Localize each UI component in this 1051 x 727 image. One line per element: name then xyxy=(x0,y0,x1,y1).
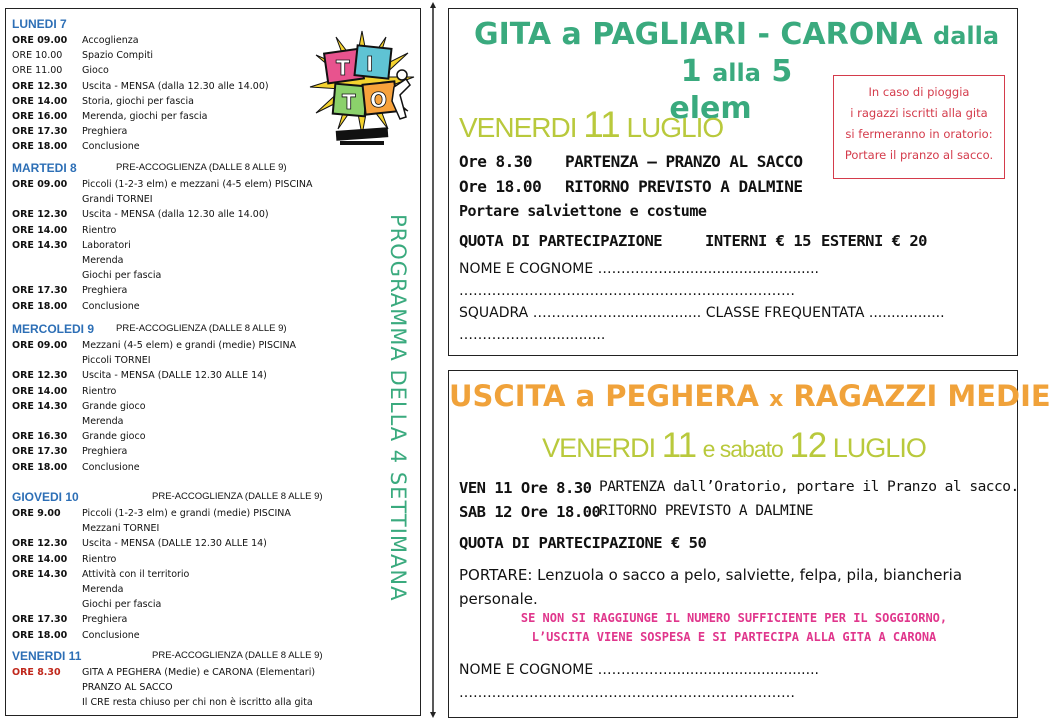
uscita-title-x: x xyxy=(769,387,784,412)
schedule-activity: Piccoli TORNEI xyxy=(82,355,151,367)
schedule-activity: Preghiera xyxy=(82,285,128,297)
schedule-activity: Grande gioco xyxy=(82,400,146,412)
schedule-time: ORE 18.00 xyxy=(12,141,68,153)
gita-name-field: NOME E COGNOME …………….................................. xyxy=(459,261,819,277)
day-heading xyxy=(12,649,323,663)
gita-bring-note: Portare salviettone e costume xyxy=(459,202,707,220)
rain-line-1: In caso di pioggia xyxy=(868,85,970,99)
schedule-activity: Accoglienza xyxy=(82,35,139,46)
day-name: GIOVEDI 10 xyxy=(12,490,79,504)
day-name: VENERDI 11 xyxy=(12,649,82,663)
gita-panel xyxy=(448,8,1018,356)
schedule-activity: Uscita - MENSA (dalla 12.30 alle 14.00) xyxy=(82,80,269,92)
uscita-date-num1: 11 xyxy=(661,426,697,465)
schedule-activity: Merenda, giochi per fascia xyxy=(82,111,208,122)
schedule-activity: Rientro xyxy=(82,385,117,397)
gita-date xyxy=(459,104,723,146)
schedule-time: ORE 12.30 xyxy=(12,80,68,92)
schedule-time: ORE 17.30 xyxy=(12,614,68,626)
schedule-activity: Il CRE resta chiuso per chi non è iscritto alla gita xyxy=(82,697,313,709)
schedule-activity: Preghiera xyxy=(82,126,128,138)
tic-toc-logo xyxy=(306,21,418,157)
schedule-activity: Merenda xyxy=(82,416,124,427)
uscita-date xyxy=(449,426,1019,466)
svg-text:T: T xyxy=(336,56,350,80)
uscita-sab-text: RITORNO PREVISTO A DALMINE xyxy=(599,503,813,519)
day-heading xyxy=(12,322,287,336)
schedule-time: ORE 12.30 xyxy=(12,209,68,221)
uscita-title xyxy=(449,379,1051,413)
schedule-activity: Grandi TORNEI xyxy=(82,194,153,206)
uscita-panel xyxy=(448,370,1051,718)
schedule-activity: Conclusione xyxy=(82,461,140,473)
schedule-activity: Piccoli (1-2-3 elm) e grandi (medie) PISCINA xyxy=(82,508,291,519)
gita-departure-text: PARTENZA – PRANZO AL SACCO xyxy=(565,152,803,171)
schedule-activity: Storia, giochi per fascia xyxy=(82,95,194,107)
schedule-time: ORE 16.30 xyxy=(12,431,68,443)
schedule-activity: PRANZO AL SACCO xyxy=(82,682,173,694)
schedule-activity: Giochi per fascia xyxy=(82,599,162,611)
day-name: MARTEDI 8 xyxy=(12,161,77,175)
pre-accoglienza-note: PRE-ACCOGLIENZA (DALLE 8 ALLE 9) xyxy=(152,491,323,502)
schedule-time: ORE 14.30 xyxy=(12,239,68,251)
schedule-activity: Conclusione xyxy=(82,141,140,153)
schedule-time: ORE 17.30 xyxy=(12,285,68,297)
day-heading xyxy=(12,161,287,175)
gita-squadra-field-cont: ……………….............. xyxy=(459,327,606,343)
schedule-time: ORE 14.00 xyxy=(12,95,68,107)
schedule-activity: Mezzani (4-5 elem) e grandi (medie) PISCINA xyxy=(82,340,297,351)
schedule-time: ORE 16.00 xyxy=(12,111,68,122)
schedule-activity: Conclusione xyxy=(82,300,140,312)
svg-text:O: O xyxy=(370,88,388,112)
schedule-time: ORE 14.00 xyxy=(12,553,68,565)
program-panel xyxy=(5,8,421,716)
schedule-activity: Laboratori xyxy=(82,239,131,251)
uscita-portare-cont: personale. xyxy=(459,590,538,608)
schedule-activity: Conclusione xyxy=(82,629,140,641)
gita-squadra-field: SQUADRA ………………................... CLASSE FREQUENTATA ................. xyxy=(459,305,945,321)
rain-line-4: Portare il pranzo al sacco. xyxy=(844,148,994,162)
pre-accoglienza-note: PRE-ACCOGLIENZA (DALLE 8 ALLE 9) xyxy=(152,650,323,661)
gita-title-n1: 1 xyxy=(680,54,702,89)
uscita-sab-time: SAB 12 Ore 18.00 xyxy=(459,503,601,521)
gita-date-num: 11 xyxy=(583,104,620,145)
schedule-activity: Gioco xyxy=(82,65,109,77)
schedule-time: ORE 12.30 xyxy=(12,538,68,550)
schedule-activity: Giochi per fascia xyxy=(82,270,162,282)
gita-date-prefix: VENERDI xyxy=(459,112,577,143)
uscita-name-field-cont: ……………………………………………………………… xyxy=(459,685,795,701)
gita-title-main: GITA a PAGLIARI - CARONA xyxy=(473,17,923,52)
rain-line-2: i ragazzi iscritti alla gita xyxy=(850,106,988,120)
gita-title-n2: 5 xyxy=(771,54,793,89)
uscita-quota: QUOTA DI PARTECIPAZIONE € 50 xyxy=(459,534,707,552)
schedule-activity: Grande gioco xyxy=(82,431,146,443)
schedule-activity: Uscita - MENSA (DALLE 12.30 ALLE 14) xyxy=(82,370,267,382)
uscita-date-suffix: LUGLIO xyxy=(832,433,926,463)
schedule-time: ORE 8.30 xyxy=(12,667,61,678)
schedule-time: ORE 14.30 xyxy=(12,568,68,580)
schedule-time: ORE 14.00 xyxy=(12,224,68,236)
schedule-activity: Uscita - MENSA (dalla 12.30 alle 14.00) xyxy=(82,209,269,221)
rain-line-3: si fermeranno in oratorio: xyxy=(845,127,993,141)
schedule-time: ORE 18.00 xyxy=(12,300,68,312)
schedule-time: ORE 09.00 xyxy=(12,35,68,46)
program-vertical-title: PROGRAMMA DELLA 4 SETTIMANA xyxy=(386,214,410,602)
day-name: LUNEDI 7 xyxy=(12,17,67,31)
schedule-time: ORE 12.30 xyxy=(12,370,68,382)
schedule-time: ORE 14.00 xyxy=(12,385,68,397)
uscita-date-num2: 12 xyxy=(789,426,827,465)
uscita-warning xyxy=(469,609,999,647)
pre-accoglienza-note: PRE-ACCOGLIENZA (DALLE 8 ALLE 9) xyxy=(116,162,287,173)
uscita-name-field: NOME E COGNOME …………….................................. xyxy=(459,662,819,678)
uscita-ven-text: PARTENZA dall’Oratorio, portare il Pranzo al sacco. xyxy=(599,479,1019,495)
gita-title-alla: alla xyxy=(712,59,761,87)
uscita-date-prefix: VENERDI xyxy=(542,433,656,463)
svg-text:T: T xyxy=(342,90,356,114)
schedule-time: ORE 10.00 xyxy=(12,50,63,62)
day-heading xyxy=(12,490,323,504)
schedule-activity: Spazio Compiti xyxy=(82,50,154,62)
schedule-time: ORE 17.30 xyxy=(12,446,68,458)
svg-text:I: I xyxy=(366,52,374,76)
schedule-activity: Preghiera xyxy=(82,446,128,458)
gita-quota-label: QUOTA DI PARTECIPAZIONE xyxy=(459,232,663,250)
uscita-warning-line1: SE NON SI RAGGIUNGE IL NUMERO SUFFICIENTE PER IL SOGGIORNO, xyxy=(520,611,948,625)
rain-notice xyxy=(833,75,1005,179)
schedule-time: ORE 09.00 xyxy=(12,179,68,190)
uscita-title-end: RAGAZZI MEDIE xyxy=(793,379,1051,413)
uscita-portare: PORTARE: Lenzuola o sacco a pelo, salviette, felpa, pila, biancheria xyxy=(459,566,963,584)
gita-quota-interni: INTERNI € 15 xyxy=(705,232,811,250)
gita-date-suffix: LUGLIO xyxy=(626,112,724,143)
schedule-activity: Mezzani TORNEI xyxy=(82,523,160,535)
gita-title-elem: elem xyxy=(669,91,752,126)
day-name: MERCOLEDI 9 xyxy=(12,322,95,336)
gita-return-time: Ore 18.00 xyxy=(459,177,542,196)
schedule-time: ORE 11.00 xyxy=(12,65,63,77)
schedule-time: ORE 17.30 xyxy=(12,126,68,138)
schedule-activity: Merenda xyxy=(82,584,124,595)
schedule-time: ORE 09.00 xyxy=(12,340,68,351)
panel-divider xyxy=(430,2,436,718)
day-heading xyxy=(12,17,67,31)
gita-return-text: RITORNO PREVISTO A DALMINE xyxy=(565,177,803,196)
pre-accoglienza-note: PRE-ACCOGLIENZA (DALLE 8 ALLE 9) xyxy=(116,323,287,334)
gita-quota-esterni: ESTERNI € 20 xyxy=(821,232,927,250)
schedule-activity: Preghiera xyxy=(82,614,128,626)
gita-departure-time: Ore 8.30 xyxy=(459,152,533,171)
schedule-time: ORE 18.00 xyxy=(12,629,68,641)
gita-name-field-cont: ……………………………………………………………… xyxy=(459,283,795,299)
schedule-time: ORE 18.00 xyxy=(12,461,68,473)
schedule-activity: Merenda xyxy=(82,255,124,266)
schedule-activity: Rientro xyxy=(82,553,117,565)
schedule-time: ORE 14.30 xyxy=(12,400,68,412)
uscita-ven-time: VEN 11 Ore 8.30 xyxy=(459,479,592,497)
uscita-date-mid: e sabato xyxy=(702,436,783,462)
schedule-activity: Attività con il territorio xyxy=(82,568,190,580)
schedule-activity: GITA A PEGHERA (Medie) e CARONA (Elementari) xyxy=(82,667,316,678)
uscita-warning-line2: L’USCITA VIENE SOSPESA E SI PARTECIPA ALLA GITA A CARONA xyxy=(531,630,937,644)
schedule-time: ORE 9.00 xyxy=(12,508,61,519)
gita-title-dalla: dalla xyxy=(933,22,1000,50)
schedule-activity: Uscita - MENSA (DALLE 12.30 ALLE 14) xyxy=(82,538,267,550)
schedule-activity: Rientro xyxy=(82,224,117,236)
uscita-title-main: USCITA a PEGHERA xyxy=(449,379,759,413)
schedule-activity: Piccoli (1-2-3 elm) e mezzani (4-5 elem) PISCINA xyxy=(82,179,313,190)
